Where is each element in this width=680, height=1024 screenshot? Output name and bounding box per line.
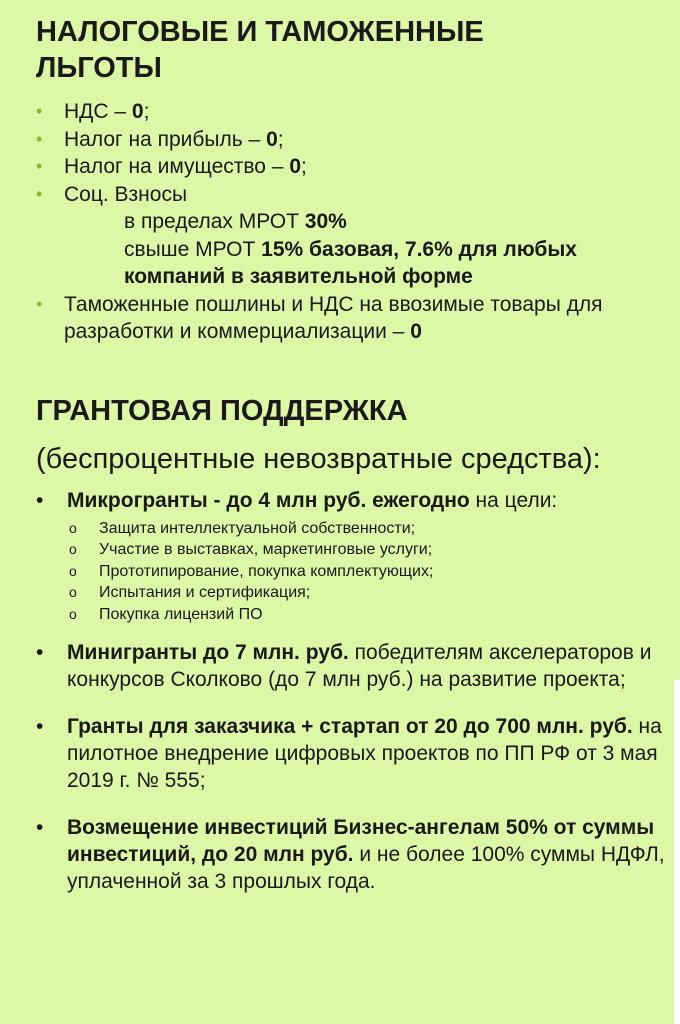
list-item: o Защита интеллектуальной собственности;	[67, 518, 672, 540]
social-line-above-mrot: свыше МРОТ 15% базовая, 7.6% для любых	[124, 237, 577, 261]
bullet-icon: •	[36, 488, 44, 512]
list-item-microgrants: • Микрогранты - до 4 млн руб. ежегодно на цели: o Защита интеллектуальной собственности; o Участие в выставках, маркетинговые услуги; o Прототипирование, покупка комплектующих; o Испытания и сертификация; o Покупка лицензий ПО	[36, 487, 672, 626]
bullet-icon: •	[36, 715, 44, 738]
list-item-social-contributions: • Соц. Взносы в пределах МРОТ 30% свыше МРОТ 15% базовая, 7.6% для любых компаний в заявительной форме	[36, 181, 672, 291]
list-item: o Покупка лицензий ПО	[67, 604, 672, 626]
list-item-vat: • НДС – 0;	[36, 98, 672, 126]
list-item-customer-grants: • Гранты для заказчика + стартап от 20 до 700 млн. руб. на пилотное внедрение цифровых проектов по ПП РФ от 3 мая 2019 г. № 555;	[36, 715, 662, 792]
bullet-icon: •	[36, 156, 43, 176]
page-edge	[674, 680, 680, 1024]
bullet-icon: •	[36, 293, 43, 314]
bullet-icon: •	[36, 816, 44, 839]
list-item: o Испытания и сертификация;	[67, 582, 672, 604]
social-line-declarative: компаний в заявительной форме	[124, 265, 473, 288]
bullet-icon: •	[36, 128, 43, 149]
circle-bullet-icon: o	[69, 584, 77, 600]
list-item: o Прототипирование, покупка комплектующих;	[67, 561, 672, 583]
bullet-icon: •	[36, 101, 43, 121]
grant-support-subtitle: (беспроцентные невозвратные средства):	[36, 442, 601, 475]
grant-support-title: ГРАНТОВАЯ ПОДДЕРЖКА	[36, 394, 408, 427]
slide-content	[36, 14, 672, 915]
circle-bullet-icon: o	[69, 605, 77, 622]
list-item-minigrants: • Минигранты до 7 млн. руб. победителям акселераторов и конкурсов Сколково (до 7 млн руб.) на развитие проекта;	[36, 641, 652, 691]
circle-bullet-icon: o	[69, 541, 77, 557]
circle-bullet-icon: o	[69, 519, 77, 536]
list-item-property-tax: • Налог на имущество – 0;	[36, 153, 672, 181]
list-item-angel-reimbursement: • Возмещение инвестиций Бизнес-ангелам 50% от суммы инвестиций, до 20 млн руб. и не более 100% суммы НДФЛ, уплаченной за 3 прошлых года.	[36, 816, 665, 893]
list-item-profit-tax: • Налог на прибыль – 0;	[36, 126, 672, 154]
list-item-customs: • Таможенные пошлины и НДС на ввозимые товары для разработки и коммерциализации – 0	[36, 292, 603, 343]
bullet-icon: •	[36, 641, 44, 664]
bullet-icon: •	[36, 183, 43, 204]
social-line-within-mrot: в пределах МРОТ 30%	[124, 210, 347, 233]
circle-bullet-icon: o	[69, 562, 77, 579]
list-item: o Участие в выставках, маркетинговые услуги;	[67, 539, 672, 561]
microgrants-purposes	[67, 518, 672, 626]
tax-benefits-title: НАЛОГОВЫЕ И ТАМОЖЕННЫЕ ЛЬГОТЫ	[36, 16, 484, 84]
grants-list	[36, 487, 672, 896]
tax-benefits-list	[36, 98, 672, 346]
